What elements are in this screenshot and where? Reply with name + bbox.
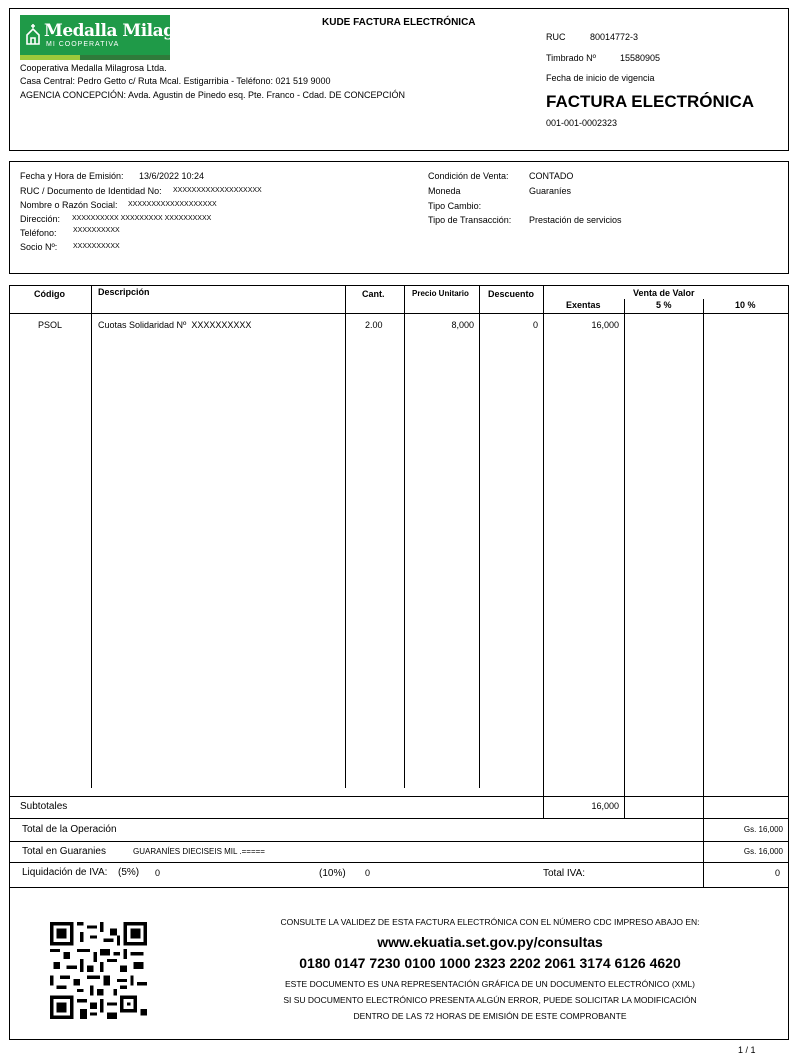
logo-title: Medalla Milagrosa	[44, 21, 214, 41]
nombre-label: Nombre o Razón Social:	[20, 200, 118, 210]
liq5-value: 0	[155, 868, 161, 878]
col-descripcion: Descripción	[98, 287, 150, 297]
liq5-label: (5%)	[118, 867, 140, 878]
row-descuento: 0	[532, 320, 538, 330]
socio-label: Socio Nº:	[20, 242, 58, 252]
col-iva5: 5 %	[656, 300, 672, 310]
telefono-label: Teléfono:	[20, 228, 57, 238]
cdc-number: 0180 0147 7230 0100 1000 2323 2202 2061 3174 6126 4620	[299, 955, 681, 971]
liq10-label: (10%)	[319, 868, 346, 879]
doc-type: KUDE FACTURA ELECTRÓNICA	[322, 17, 476, 28]
total-gs-label: Total en Guaranies	[22, 846, 106, 857]
ruc-value: 80014772-3	[590, 32, 639, 42]
row-descripcion: Cuotas Solidaridad Nº XXXXXXXXXX	[98, 320, 252, 330]
condicion-value: CONTADO	[529, 171, 574, 181]
timbrado-value: 15580905	[620, 53, 661, 63]
row-codigo: PSOL	[38, 320, 63, 330]
vigencia-label: Fecha de inicio de vigencia	[546, 73, 655, 83]
company-name: Cooperativa Medalla Milagrosa Ltda.	[20, 63, 167, 73]
footer-line3: DENTRO DE LAS 72 HORAS DE EMISIÓN DE ESTE COMPROBANTE	[353, 1011, 627, 1021]
qr-code-icon	[50, 922, 147, 1019]
church-icon	[24, 23, 42, 45]
total-op-value: Gs. 16,000	[743, 825, 783, 834]
subtotal-exentas: 16,000	[591, 801, 619, 811]
footer-line2: SI SU DOCUMENTO ELECTRÓNICO PRESENTA ALGÚN ERROR, PUEDE SOLICITAR LA MODIFICACIÓN	[283, 995, 697, 1005]
ruc-doc-label: RUC / Documento de Identidad No:	[20, 186, 162, 196]
liq-label: Liquidación de IVA:	[22, 867, 108, 878]
total-op-label: Total de la Operación	[22, 824, 117, 835]
telefono-value: XXXXXXXXXX	[73, 227, 120, 234]
row-precio: 8,000	[451, 320, 474, 330]
footer-consulte: CONSULTE LA VALIDEZ DE ESTA FACTURA ELECTRÓNICA CON EL NÚMERO CDC IMPRESO ABAJO EN:	[280, 917, 700, 927]
fecha-value: 13/6/2022 10:24	[139, 171, 205, 181]
moneda-label: Moneda	[428, 186, 461, 196]
subtotales-label: Subtotales	[20, 801, 68, 812]
transaccion-label: Tipo de Transacción:	[428, 215, 512, 225]
ruc-doc-value: XXXXXXXXXXXXXXXXXXX	[173, 187, 262, 194]
company-address: Casa Central: Pedro Getto c/ Ruta Mcal. Estigarribia - Teléfono: 021 519 9000	[20, 76, 331, 86]
col-cant: Cant.	[362, 289, 385, 299]
col-exentas: Exentas	[566, 300, 601, 310]
items-table	[9, 285, 789, 888]
col-iva10: 10 %	[735, 300, 756, 310]
timbrado-label: Timbrado Nº	[546, 53, 596, 63]
agency: AGENCIA CONCEPCIÓN: Avda. Agustin de Pinedo esq. Pte. Franco - Cdad. DE CONCEPCIÓN	[20, 90, 405, 100]
col-venta: Venta de Valor	[633, 288, 695, 298]
nombre-value: XXXXXXXXXXXXXXXXXXX	[128, 201, 217, 208]
liq10-value: 0	[365, 868, 371, 878]
total-iva-label: Total IVA:	[543, 868, 586, 879]
row-cant: 2.00	[365, 320, 383, 330]
col-precio: Precio Unitario	[412, 289, 469, 298]
row-exentas: 16,000	[591, 320, 619, 330]
invoice-number: 001-001-0002323	[546, 118, 618, 128]
socio-value: XXXXXXXXXX	[73, 243, 120, 250]
company-logo	[20, 15, 214, 60]
ruc-label: RUC	[546, 32, 566, 42]
condicion-label: Condición de Venta:	[428, 171, 509, 181]
total-gs-value: Gs. 16,000	[743, 847, 783, 856]
col-codigo: Código	[34, 289, 65, 299]
col-descuento: Descuento	[488, 289, 535, 299]
invoice-title: FACTURA ELECTRÓNICA	[546, 92, 755, 111]
page-number: 1 / 1	[738, 1045, 756, 1055]
footer-url[interactable]: www.ekuatia.set.gov.py/consultas	[377, 934, 603, 950]
cambio-label: Tipo Cambio:	[428, 201, 482, 211]
direccion-value: XXXXXXXXXX XXXXXXXXX XXXXXXXXXX	[72, 215, 212, 222]
transaccion-value: Prestación de servicios	[529, 215, 622, 225]
fecha-label: Fecha y Hora de Emisión:	[20, 171, 124, 181]
moneda-value: Guaraníes	[529, 186, 572, 196]
logo-subtitle: MI COOPERATIVA	[46, 41, 120, 48]
direccion-label: Dirección:	[20, 214, 61, 224]
footer-line1: ESTE DOCUMENTO ES UNA REPRESENTACIÓN GRÁFICA DE UN DOCUMENTO ELECTRÓNICO (XML)	[285, 979, 695, 989]
total-gs-words: GUARANÍES DIECISEIS MIL .=====	[133, 847, 265, 856]
total-iva-value: 0	[774, 868, 780, 878]
